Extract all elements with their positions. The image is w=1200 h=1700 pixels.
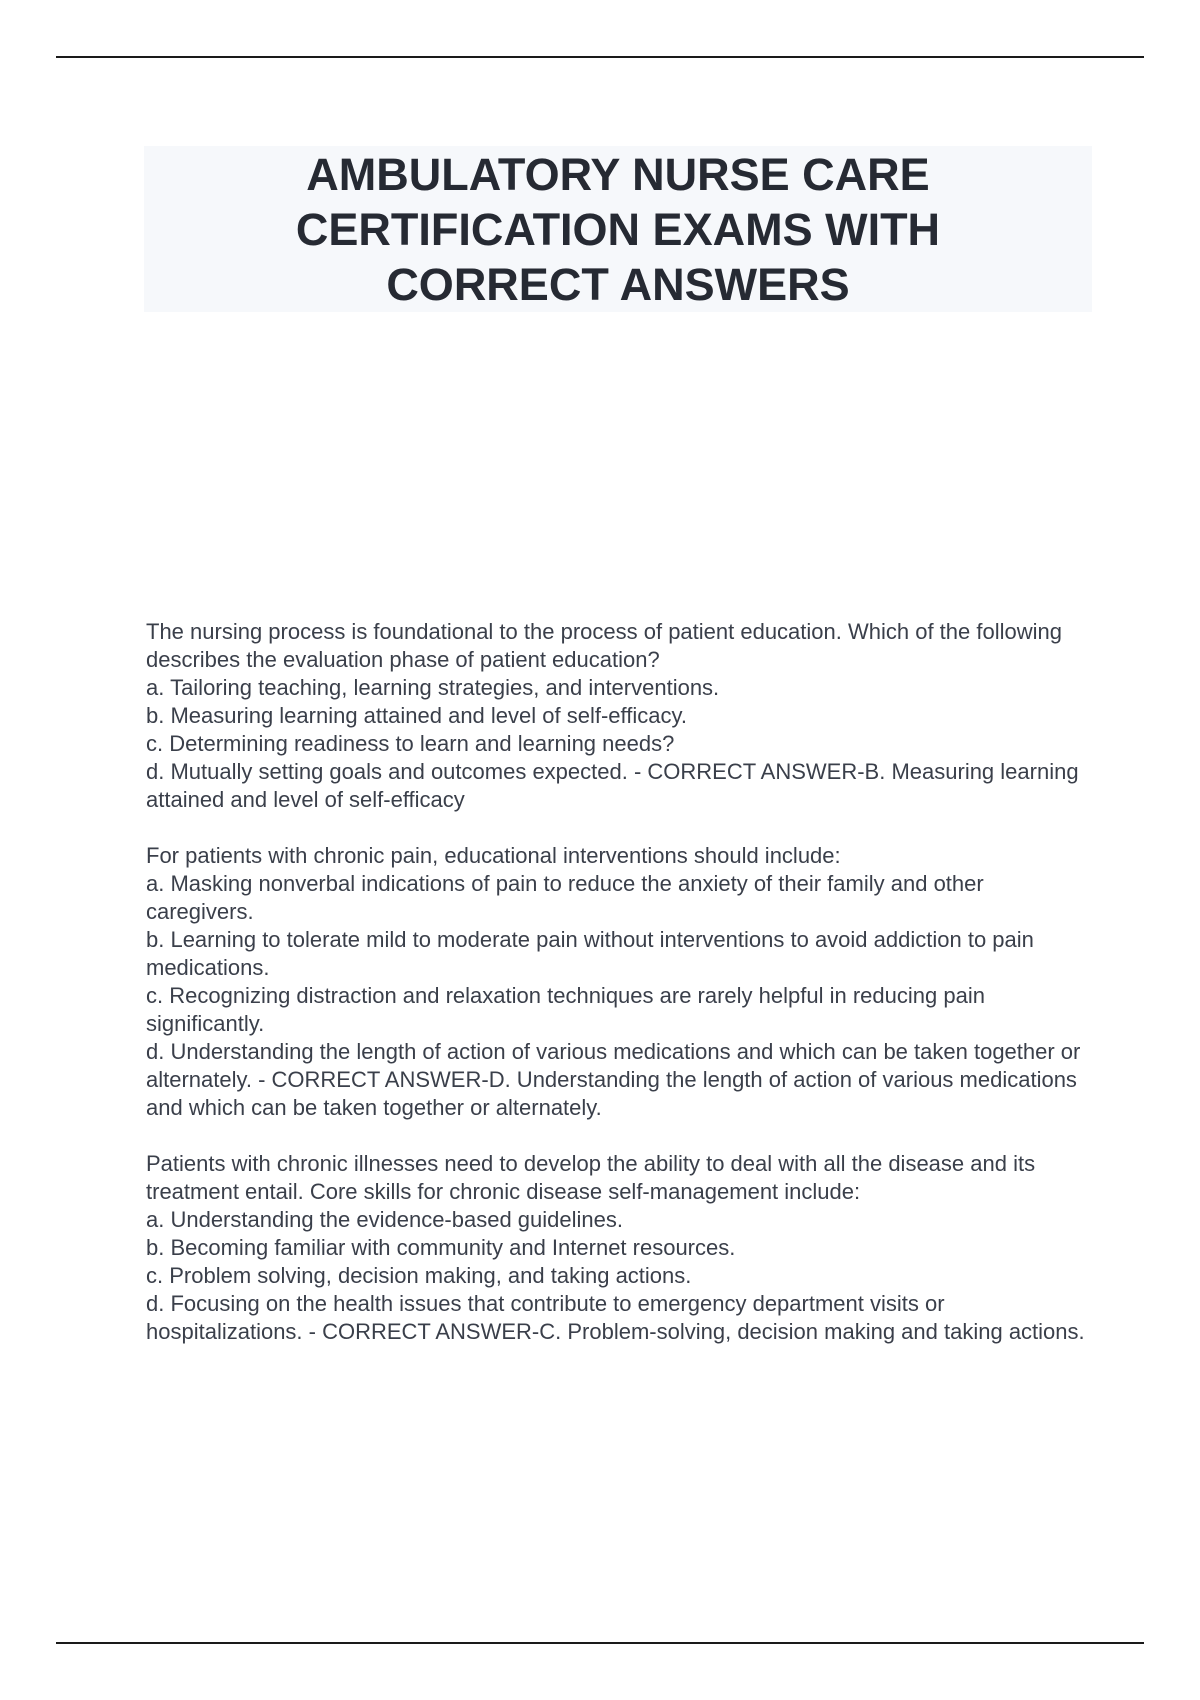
bottom-rule [56,1642,1144,1644]
question-list [146,618,1086,1374]
question-block-1 [146,618,1086,814]
answer-option-b: b. Measuring learning attained and level of self-efficacy. [146,703,687,728]
answer-option-a: a. Tailoring teaching, learning strategies, and interventions. [146,675,720,700]
answer-option-c: c. Recognizing distraction and relaxation techniques are rarely helpful in reducing pain significantly. [146,983,985,1036]
answer-option-d-with-correct-answer: d. Focusing on the health issues that contribute to emergency department visits or hospitalizations. - CORRECT ANSWER-C. Problem-solving, decision making and taking actions. [146,1291,1085,1344]
question-stem: For patients with chronic pain, educational interventions should include: [146,843,841,868]
answer-option-b: b. Becoming familiar with community and Internet resources. [146,1235,736,1260]
answer-option-c: c. Determining readiness to learn and learning needs? [146,731,675,756]
answer-option-a: a. Understanding the evidence-based guidelines. [146,1207,623,1232]
question-stem: The nursing process is foundational to the process of patient education. Which of the following describes the evaluation phase of patient education? [146,619,1062,672]
answer-option-d-with-correct-answer: d. Mutually setting goals and outcomes expected. - CORRECT ANSWER-B. Measuring learning attained and level of self-efficacy [146,759,1079,812]
answer-option-d-with-correct-answer: d. Understanding the length of action of various medications and which can be taken together or alternately. - CORRECT ANSWER-D. Understanding the length of action of various medications and which can be taken together or alternately. [146,1039,1081,1120]
document-title: AMBULATORY NURSE CARE CERTIFICATION EXAMS WITH CORRECT ANSWERS [295,148,941,310]
answer-option-c: c. Problem solving, decision making, and taking actions. [146,1263,692,1288]
question-stem: Patients with chronic illnesses need to develop the ability to deal with all the disease and its treatment entail. Core skills for chronic disease self-management include: [146,1151,1036,1204]
title-banner [144,146,1092,312]
question-block-3 [146,1150,1086,1346]
top-rule [56,56,1144,58]
answer-option-b: b. Learning to tolerate mild to moderate pain without interventions to avoid addiction to pain medications. [146,927,1034,980]
question-block-2 [146,842,1086,1122]
answer-option-a: a. Masking nonverbal indications of pain to reduce the anxiety of their family and other caregivers. [146,871,984,924]
